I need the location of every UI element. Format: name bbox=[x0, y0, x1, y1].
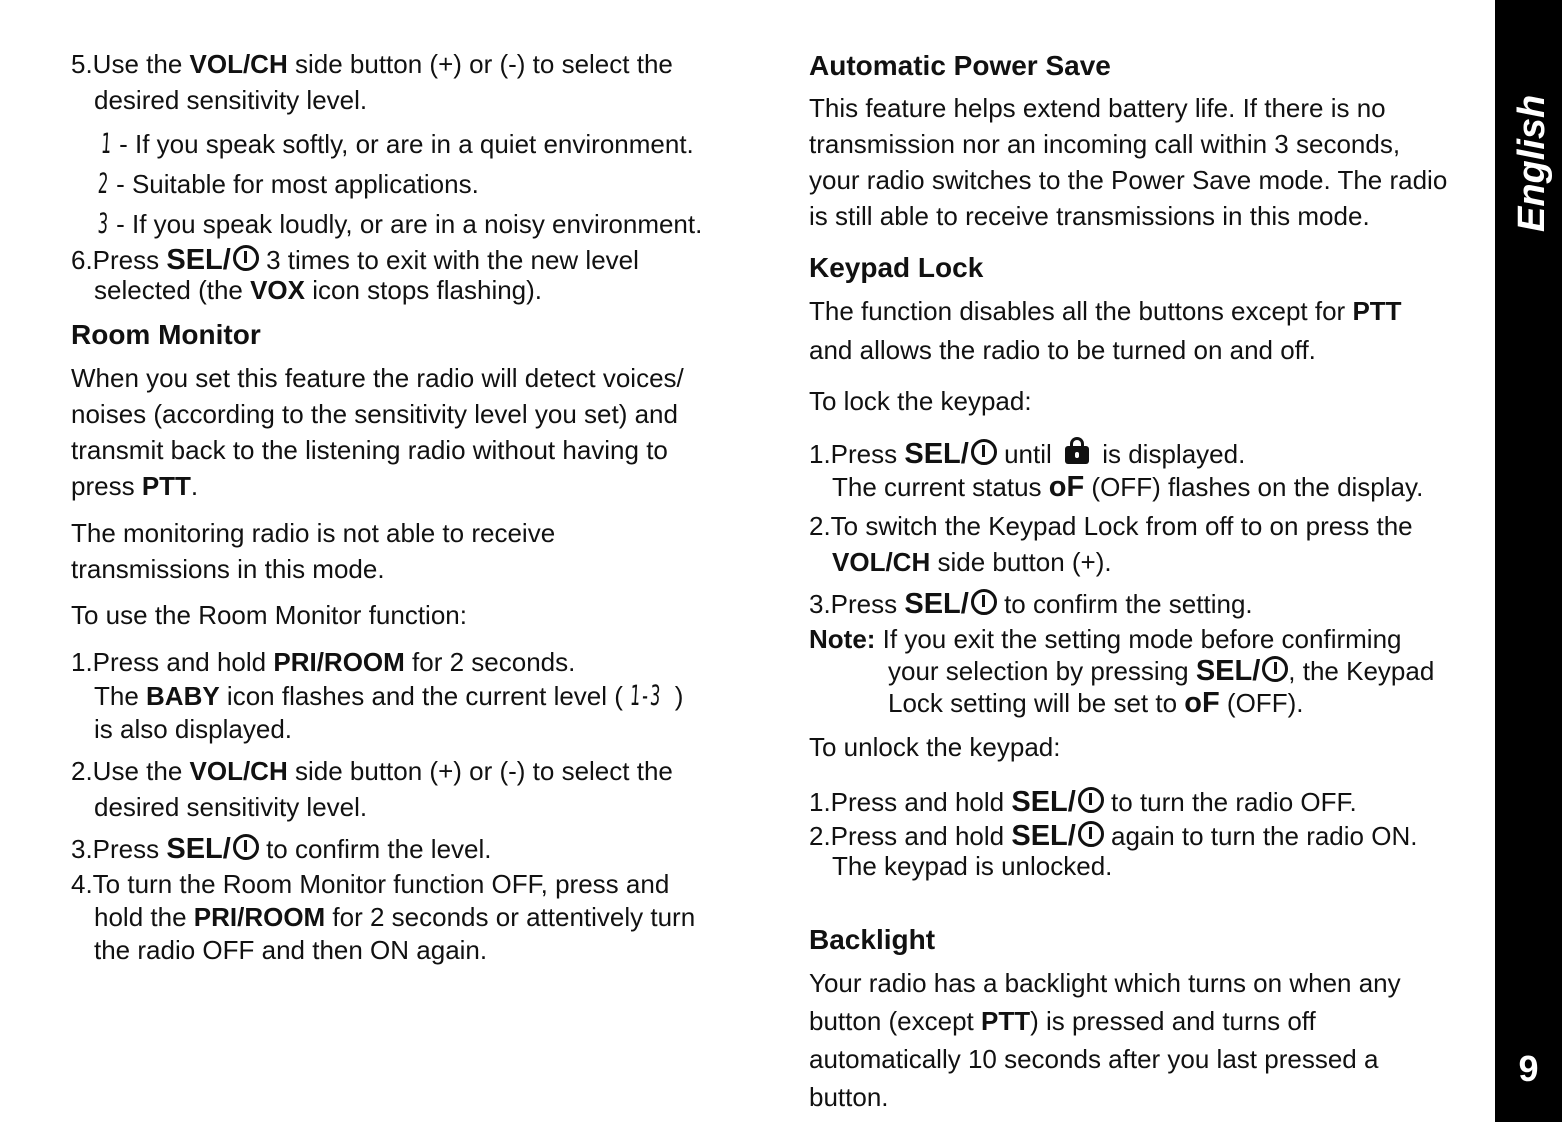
status-of: oF bbox=[1048, 471, 1085, 503]
text: (OFF) flashes on the display. bbox=[1084, 472, 1424, 502]
power-icon bbox=[1078, 787, 1104, 813]
text: desired sensitivity level. bbox=[94, 85, 368, 115]
step-6 bbox=[71, 245, 639, 305]
segment-digit: 2 bbox=[96, 167, 110, 200]
text: The monitoring radio is not able to receive bbox=[71, 518, 556, 548]
text: If you exit the setting mode before confirming bbox=[875, 624, 1402, 654]
text: selected (the bbox=[94, 275, 251, 305]
text: side button (+) or (-) to select the bbox=[287, 49, 673, 79]
text: 1.Press and hold bbox=[809, 787, 1012, 817]
to-unlock-intro: To unlock the keypad: bbox=[809, 732, 1061, 762]
unlock-step-2 bbox=[809, 821, 1417, 881]
text: transmission nor an incoming call within 3 seconds, bbox=[809, 129, 1401, 159]
heading-room-monitor: Room Monitor bbox=[71, 319, 261, 350]
text: to confirm the setting. bbox=[996, 589, 1253, 619]
text: 4.To turn the Room Monitor function OFF, press and bbox=[71, 869, 670, 899]
text: 1.Press bbox=[809, 439, 905, 469]
sel-button-label: SEL/ bbox=[904, 588, 969, 620]
sel-button-label: SEL/ bbox=[1011, 820, 1076, 852]
level-3 bbox=[98, 206, 702, 242]
text: Your radio has a backlight which turns on when any bbox=[809, 968, 1401, 998]
sel-button-label: SEL/ bbox=[166, 244, 231, 276]
text: The keypad is unlocked. bbox=[832, 851, 1113, 881]
room-step-1 bbox=[71, 646, 683, 746]
text: side button (+). bbox=[930, 547, 1112, 577]
text: When you set this feature the radio will detect voices/ bbox=[71, 363, 684, 393]
to-lock-intro: To lock the keypad: bbox=[809, 386, 1032, 416]
sel-button-label: SEL/ bbox=[1011, 786, 1076, 818]
page-number: 9 bbox=[1518, 1048, 1539, 1089]
keypad-lock-paragraph bbox=[809, 292, 1402, 370]
step-5 bbox=[71, 46, 673, 118]
power-icon bbox=[233, 834, 259, 860]
room-step-4 bbox=[71, 868, 695, 967]
heading-keypad-lock: Keypad Lock bbox=[809, 252, 984, 283]
power-icon bbox=[971, 439, 997, 465]
text: 2.To switch the Keypad Lock from off to on press the bbox=[809, 511, 1413, 541]
bold-term: VOL/CH bbox=[189, 756, 288, 786]
level-1 bbox=[101, 126, 694, 162]
room-monitor-paragraph-1 bbox=[71, 360, 684, 504]
text: noises (according to the sensitivity level you set) and bbox=[71, 399, 678, 429]
text: is displayed. bbox=[1095, 439, 1246, 469]
text: button. bbox=[809, 1082, 889, 1112]
power-icon bbox=[233, 245, 259, 271]
text: until bbox=[996, 439, 1059, 469]
text: to turn the radio OFF. bbox=[1103, 787, 1357, 817]
text: the radio OFF and then ON again. bbox=[94, 935, 488, 965]
bold-term: BABY bbox=[146, 681, 220, 711]
text: 3 times to exit with the new level bbox=[258, 245, 639, 275]
text: icon flashes and the current level ( bbox=[219, 681, 631, 711]
text: button (except bbox=[809, 1006, 981, 1036]
text: ) bbox=[674, 681, 684, 711]
text: to confirm the level. bbox=[258, 834, 492, 864]
text: - Suitable for most applications. bbox=[108, 169, 479, 199]
heading-power-save: Automatic Power Save bbox=[809, 50, 1111, 81]
note bbox=[809, 623, 1434, 719]
segment-range: 1-3 bbox=[629, 679, 662, 712]
text: 3.Press bbox=[809, 589, 905, 619]
bold-term: PRI/ROOM bbox=[273, 647, 405, 677]
sel-button-label: SEL/ bbox=[1195, 655, 1261, 687]
text: again to turn the radio ON. bbox=[1103, 821, 1418, 851]
power-icon bbox=[1078, 821, 1104, 847]
power-icon bbox=[971, 589, 997, 615]
text: and allows the radio to be turned on and off. bbox=[809, 335, 1316, 365]
power-save-paragraph bbox=[809, 90, 1447, 234]
bold-term: VOL/CH bbox=[832, 547, 931, 577]
bold-term: VOX bbox=[250, 275, 306, 305]
status-of: oF bbox=[1184, 687, 1220, 719]
sel-button-label: SEL/ bbox=[166, 833, 231, 865]
lock-step-3 bbox=[809, 586, 1253, 622]
text: hold the bbox=[94, 902, 194, 932]
segment-digit: 3 bbox=[96, 207, 110, 240]
segment-digit: 1 bbox=[99, 127, 113, 160]
unlock-step-1 bbox=[809, 784, 1357, 820]
text: , the Keypad bbox=[1288, 656, 1435, 686]
text: . bbox=[190, 471, 199, 501]
text: is also displayed. bbox=[94, 714, 292, 744]
bold-term: PTT bbox=[141, 471, 191, 501]
text: - If you speak softly, or are in a quiet environment. bbox=[111, 129, 694, 159]
text: icon stops flashing). bbox=[305, 275, 543, 305]
text: transmit back to the listening radio without having to bbox=[71, 435, 668, 465]
text: 2.Press and hold bbox=[809, 821, 1012, 851]
text: is still able to receive transmissions in this mode. bbox=[809, 201, 1370, 231]
bold-term: PTT bbox=[1352, 296, 1402, 326]
text: automatically 10 seconds after you last pressed a bbox=[809, 1044, 1379, 1074]
text: (OFF). bbox=[1219, 688, 1304, 718]
language-tab-label: English bbox=[1511, 94, 1553, 232]
text: side button (+) or (-) to select the bbox=[287, 756, 673, 786]
level-2 bbox=[98, 166, 479, 202]
lock-icon bbox=[1065, 446, 1089, 464]
text: This feature helps extend battery life. If there is no bbox=[809, 93, 1386, 123]
sel-button-label: SEL/ bbox=[904, 438, 969, 470]
text: The current status bbox=[832, 472, 1049, 502]
text: desired sensitivity level. bbox=[94, 792, 368, 822]
bold-term: PRI/ROOM bbox=[193, 902, 326, 932]
room-step-3 bbox=[71, 831, 492, 867]
text: 2.Use the bbox=[71, 756, 190, 786]
text: transmissions in this mode. bbox=[71, 554, 385, 584]
text: for 2 seconds. bbox=[404, 647, 576, 677]
text: 1.Press and hold bbox=[71, 647, 274, 677]
heading-backlight: Backlight bbox=[809, 924, 936, 955]
text: The bbox=[94, 681, 147, 711]
text: your selection by pressing bbox=[888, 656, 1196, 686]
text: The function disables all the buttons except for bbox=[809, 296, 1353, 326]
bold-term: PTT bbox=[981, 1006, 1031, 1036]
text: 3.Press bbox=[71, 834, 167, 864]
text: 5.Use the bbox=[71, 49, 190, 79]
bold-term: VOL/CH bbox=[189, 49, 288, 79]
text: Lock setting will be set to bbox=[888, 688, 1185, 718]
backlight-paragraph bbox=[809, 964, 1401, 1116]
text: - If you speak loudly, or are in a noisy environment. bbox=[108, 209, 703, 239]
lock-step-1 bbox=[809, 438, 1423, 504]
text: 6.Press bbox=[71, 245, 167, 275]
text: for 2 seconds or attentively turn bbox=[325, 902, 696, 932]
room-monitor-intro: To use the Room Monitor function: bbox=[71, 600, 467, 630]
note-label: Note: bbox=[809, 624, 876, 654]
room-step-2 bbox=[71, 753, 673, 825]
text: your radio switches to the Power Save mode. The radio bbox=[809, 165, 1448, 195]
text: ) is pressed and turns off bbox=[1030, 1006, 1316, 1036]
text: press bbox=[71, 471, 142, 501]
lock-step-2 bbox=[809, 508, 1413, 580]
power-icon bbox=[1262, 656, 1288, 682]
room-monitor-paragraph-2 bbox=[71, 515, 555, 587]
